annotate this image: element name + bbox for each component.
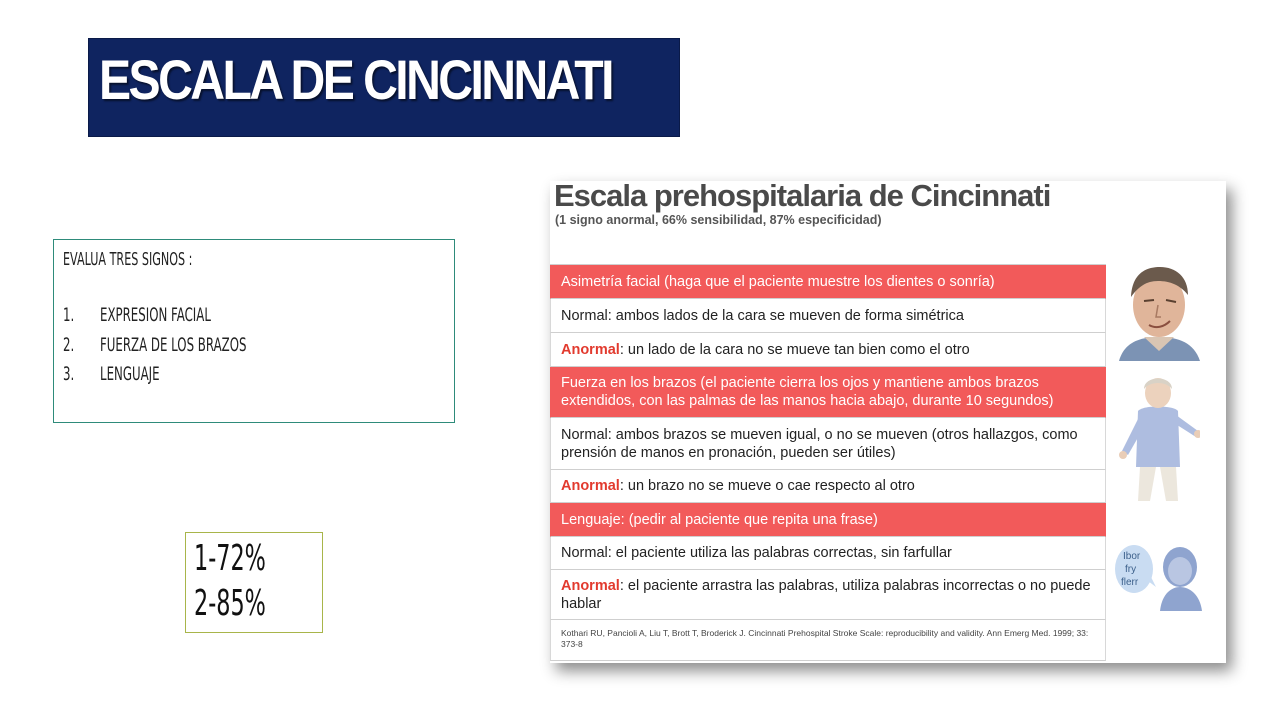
card-title: Escala prehospitalaria de Cincinnati xyxy=(554,178,1051,213)
list-number: 3. xyxy=(63,363,75,385)
list-label: LENGUAJE xyxy=(100,363,160,385)
table-row xyxy=(550,570,1106,620)
table-row-header xyxy=(550,503,1106,537)
table-row xyxy=(550,299,1106,333)
face-illustration-icon xyxy=(1114,263,1204,361)
card-subtitle: (1 signo anormal, 66% sensibilidad, 87% especificidad) xyxy=(555,213,882,227)
row-text: Normal: el paciente utiliza las palabras correctas, sin farfullar xyxy=(561,545,952,561)
list-label: FUERZA DE LOS BRAZOS xyxy=(100,333,247,356)
table-row xyxy=(550,537,1106,570)
row-text: : un brazo no se mueve o cae respecto al otro xyxy=(619,478,915,494)
title-banner xyxy=(88,38,680,137)
row-text: Asimetría facial (haga que el paciente muestre los dientes o sonría) xyxy=(561,273,995,290)
reference-row xyxy=(550,620,1106,661)
list-number: 1. xyxy=(63,304,75,326)
row-text: : un lado de la cara no se mueve tan bien como el otro xyxy=(619,341,970,358)
abnormal-label: Anormal xyxy=(561,341,620,358)
abnormal-label: Anormal xyxy=(561,577,620,594)
table-row-header xyxy=(550,265,1106,299)
stat-line-1: 1-72% xyxy=(194,538,266,579)
signs-heading: EVALUA TRES SIGNOS : xyxy=(63,249,193,270)
arms-illustration-icon xyxy=(1116,371,1200,503)
reference-text: Kothari RU, Pancioli A, Liu T, Brott T, Broderick J. Cincinnati Prehospital Stroke Scale: reproducibility and validity. Ann Emerg Med. 1999; 33: 373-8 xyxy=(561,628,1089,649)
stat-line-2: 2-85% xyxy=(194,583,266,624)
row-text: Lenguaje: (pedir al paciente que repita una frase) xyxy=(561,511,878,528)
scale-table xyxy=(550,264,1106,661)
speech-word: Ibor xyxy=(1123,551,1141,562)
signs-box xyxy=(53,239,455,423)
list-number: 2. xyxy=(63,333,75,356)
row-text: : el paciente arrastra las palabras, utiliza palabras incorrectas o no puede hablar xyxy=(561,577,1091,612)
list-label: EXPRESION FACIAL xyxy=(100,304,211,326)
abnormal-label: Anormal xyxy=(561,478,620,494)
row-text: Normal: ambos lados de la cara se mueven de forma simétrica xyxy=(561,307,964,324)
slide-title: ESCALA DE CINCINNATI xyxy=(99,48,612,111)
table-row xyxy=(550,333,1106,367)
table-row xyxy=(550,470,1106,503)
speech-word: fry xyxy=(1125,564,1137,575)
row-text: Normal: ambos brazos se mueven igual, o no se mueven (otros hallazgos, como prensión de manos en pronación, pueden ser útiles) xyxy=(561,426,1078,461)
speech-illustration-icon xyxy=(1114,541,1204,611)
stats-box xyxy=(185,532,323,633)
scale-image-card xyxy=(550,178,1226,663)
speech-word: flerr xyxy=(1121,577,1139,588)
table-row-header xyxy=(550,367,1106,418)
table-row xyxy=(550,418,1106,470)
row-text: Fuerza en los brazos (el paciente cierra los ojos y mantiene ambos brazos extendidos, con las palmas de las manos hacia abajo, durante 10 segundos) xyxy=(561,375,1054,409)
